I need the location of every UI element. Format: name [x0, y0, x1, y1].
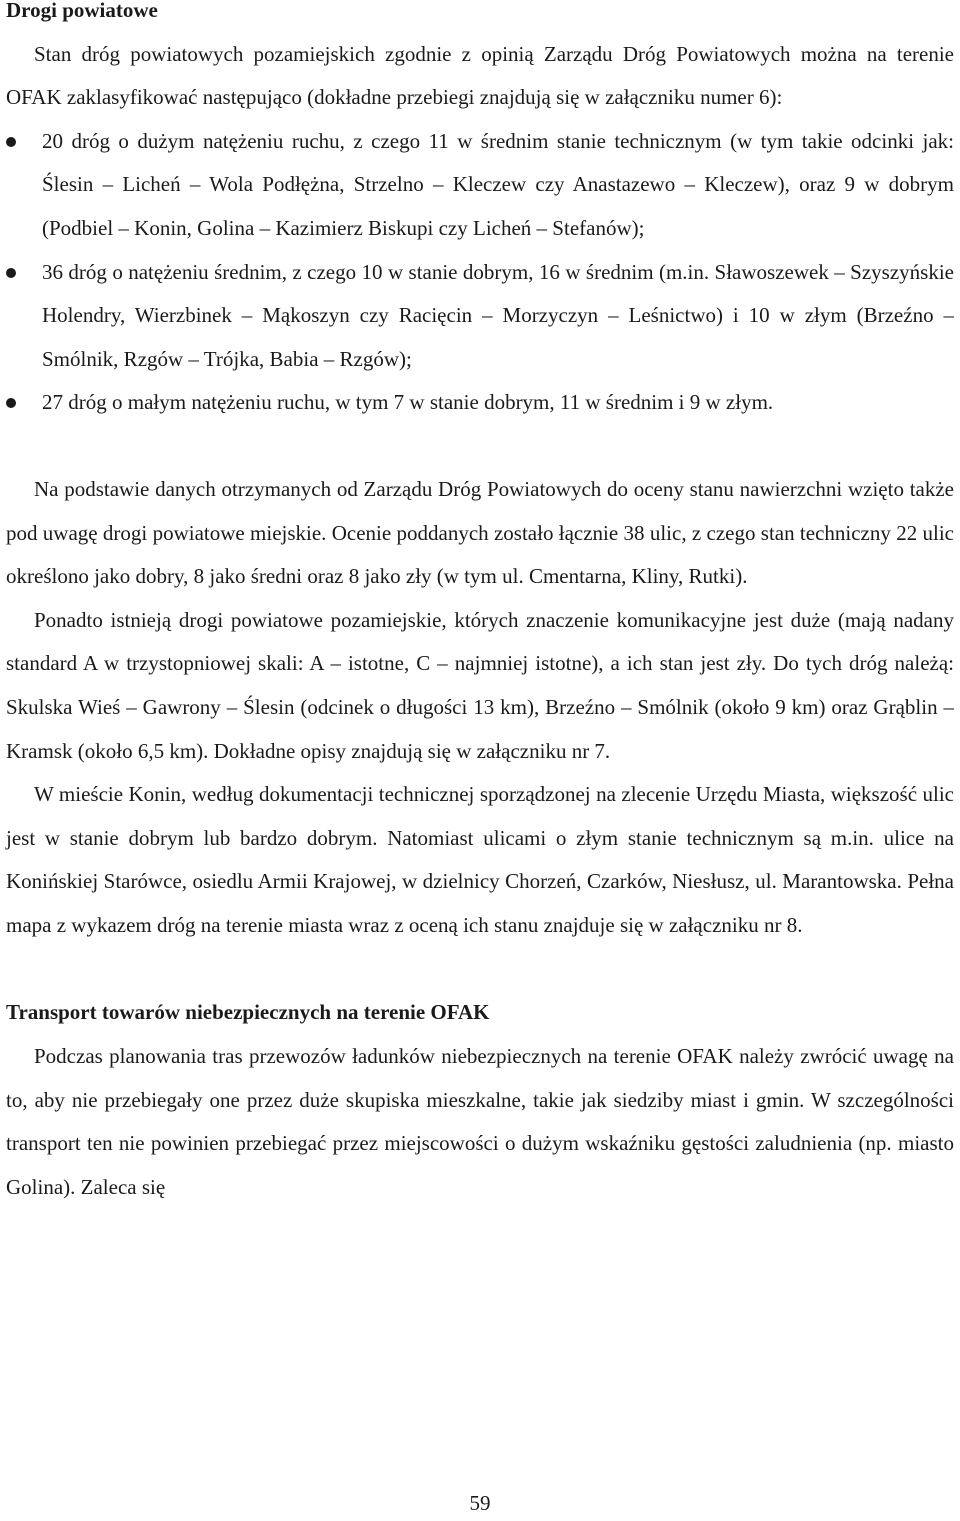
intro-paragraph: Stan dróg powiatowych pozamiejskich zgodnie z opinią Zarządu Dróg Powiatowych można na terenie OFAK zaklasyfikować następująco (dokładne przebiegi znajdują się w załączniku numer 6):: [6, 41, 954, 110]
section-heading-transport: Transport towarów niebezpiecznych na terenie OFAK: [6, 1000, 490, 1025]
list-item-text: 36 dróg o natężeniu średnim, z czego 10 w stanie dobrym, 16 w średnim (m.in. Sławoszewek – Szyszyńskie Holendry, Wierzbinek – Mąkoszyn czy Racięcin – Morzyczyn – Leśnictwo) i 10 w złym (Brzeźno – Smólnik, Rzgów – Trójka, Babia – Rzgów);: [42, 259, 954, 371]
bullet-icon: [6, 137, 16, 147]
bullet-icon: [6, 268, 16, 278]
road-condition-list: [6, 120, 954, 425]
body-paragraph: Podczas planowania tras przewozów ładunków niebezpiecznych na terenie OFAK należy zwrócić uwagę na to, aby nie przebiegały one przez duże skupiska mieszkalne, takie jak siedziby miast i gmin. W szczególności transport ten nie powinien przebiegać przez miejscowości o dużym wskaźniku gęstości zaludnienia (np. miasto Golina). Zaleca się: [6, 1044, 954, 1199]
page-number: 59: [469, 1491, 491, 1515]
body-paragraph: Na podstawie danych otrzymanych od Zarządu Dróg Powiatowych do oceny stanu nawierzchni wzięto także pod uwagę drogi powiatowe miejskie. Ocenie poddanych zostało łącznie 38 ulic, z czego stan techniczny 22 ulic określono jako dobry, 8 jako średni oraz 8 jako zły (w tym ul. Cmentarna, Kliny, Rutki).: [6, 476, 954, 589]
section-heading-drogi-powiatowe: Drogi powiatowe: [6, 0, 158, 22]
spacer: [6, 947, 954, 991]
body-paragraph: W mieście Konin, według dokumentacji technicznej sporządzonej na zlecenie Urzędu Miasta, większość ulic jest w stanie dobrym lub bardzo dobrym. Natomiast ulicami o złym stanie technicznym są m.in. ulice na Konińskiej Starówce, osiedlu Armii Krajowej, w dzielnicy Chorzeń, Czarków, Niesłusz, ul. Marantowska. Pełna mapa z wykazem dróg na terenie miasta wraz z oceną ich stanu znajduje się w załączniku nr 8.: [6, 782, 954, 937]
bullet-icon: [6, 398, 16, 408]
spacer: [6, 425, 954, 468]
document-page: [6, 0, 954, 1209]
list-item-text: 27 dróg o małym natężeniu ruchu, w tym 7 w stanie dobrym, 11 w średnim i 9 w złym.: [42, 390, 774, 415]
body-paragraph: Ponadto istnieją drogi powiatowe pozamiejskie, których znaczenie komunikacyjne jest duże (mają nadany standard A w trzystopniowej skali: A – istotne, C – najmniej istotne), a ich stan jest zły. Do tych dróg należą: Skulska Wieś – Gawrony – Ślesin (odcinek o długości 13 km), Brzeźno – Smólnik (około 9 km) oraz Grąblin – Kramsk (około 6,5 km). Dokładne opisy znajdują się w załączniku nr 7.: [6, 607, 954, 763]
list-item-text: 20 dróg o dużym natężeniu ruchu, z czego 11 w średnim stanie technicznym (w tym takie odcinki jak: Ślesin – Licheń – Wola Podłężna, Strzelno – Kleczew czy Anastazewo – Kleczew), oraz 9 w dobrym (Podbiel – Konin, Golina – Kazimierz Biskupi czy Licheń – Stefanów);: [42, 128, 954, 240]
list-item: [6, 120, 954, 251]
list-item: [6, 381, 954, 425]
list-item: [6, 251, 954, 382]
